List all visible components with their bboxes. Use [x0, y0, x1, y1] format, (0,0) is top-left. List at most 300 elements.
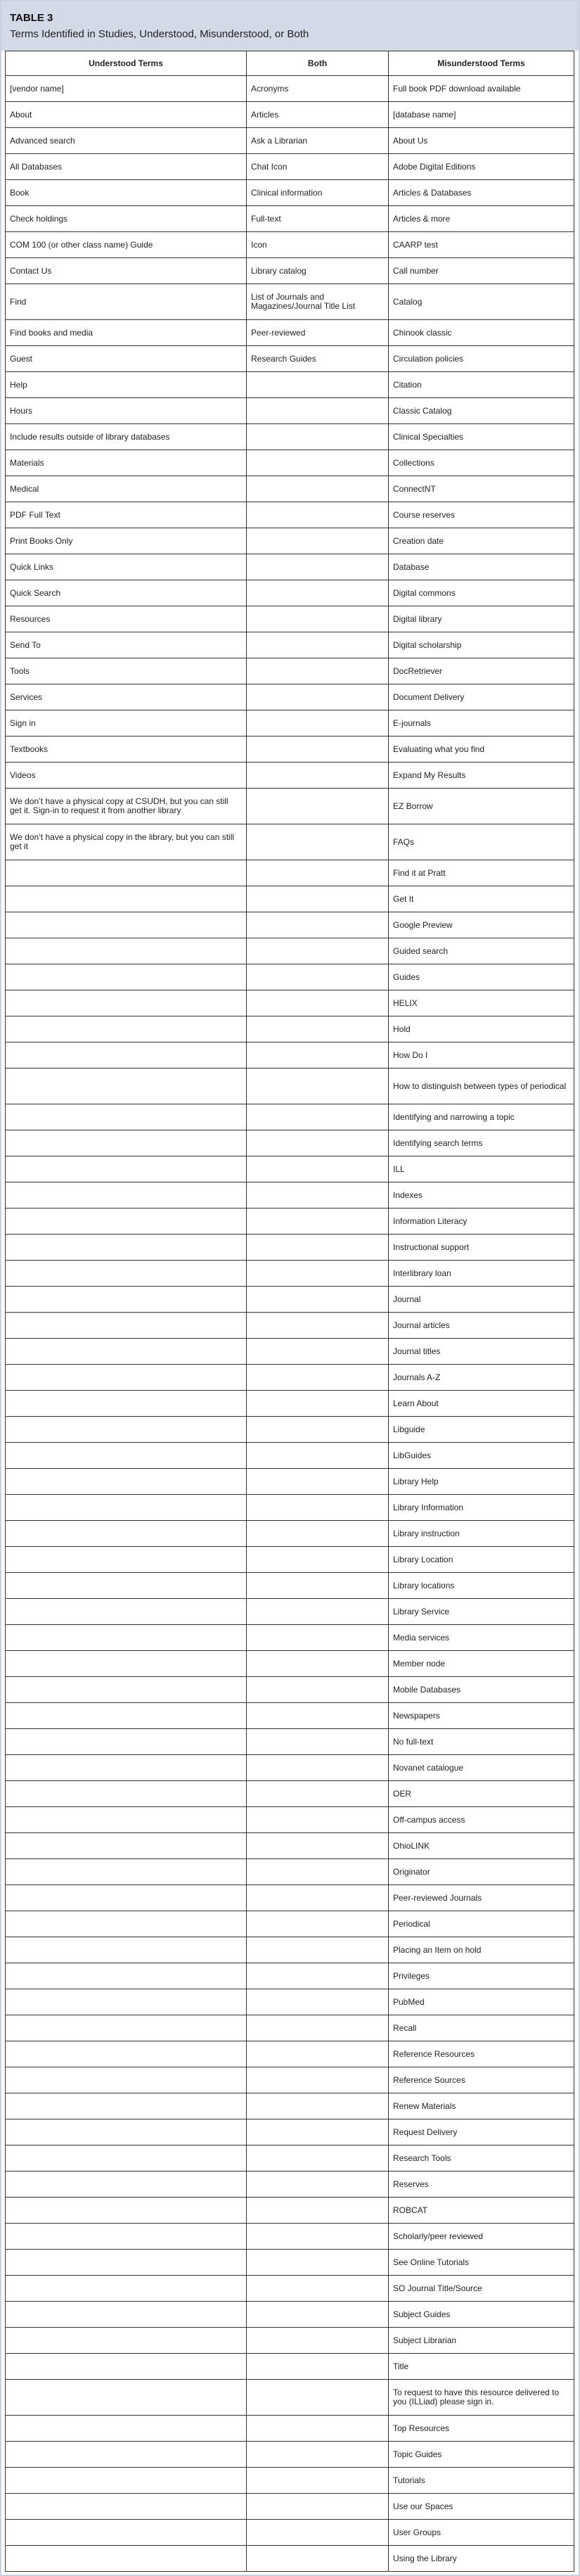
cell-understood [6, 1069, 247, 1104]
table-header-row [6, 51, 574, 76]
cell-understood: Check holdings [6, 206, 247, 232]
cell-misunderstood: Tutorials [389, 2468, 574, 2494]
table-label: TABLE 3 [10, 12, 53, 24]
cell-understood [6, 2250, 247, 2276]
cell-misunderstood: Periodical [389, 1911, 574, 1937]
cell-misunderstood: Classic Catalog [389, 398, 574, 424]
table-row [6, 1625, 574, 1651]
table-row [6, 2354, 574, 2380]
cell-understood: Send To [6, 632, 247, 658]
cell-misunderstood: Guided search [389, 938, 574, 964]
table-row [6, 2172, 574, 2198]
cell-understood [6, 2224, 247, 2250]
cell-both [247, 1495, 389, 1521]
table-row [6, 789, 574, 824]
table-caption: Terms Identified in Studies, Understood, Misunderstood, or Both [10, 28, 309, 40]
cell-both [247, 580, 389, 606]
cell-misunderstood: Catalog [389, 284, 574, 320]
table-row [6, 1989, 574, 2015]
cell-misunderstood: Digital commons [389, 580, 574, 606]
cell-both [247, 528, 389, 554]
cell-misunderstood: About Us [389, 128, 574, 154]
cell-understood: Quick Links [6, 554, 247, 580]
cell-misunderstood: CAARP test [389, 232, 574, 258]
cell-understood [6, 1391, 247, 1417]
cell-both [247, 554, 389, 580]
table-row [6, 2067, 574, 2093]
cell-understood [6, 1339, 247, 1365]
cell-both [247, 2380, 389, 2416]
cell-understood [6, 2067, 247, 2093]
table-row [6, 2119, 574, 2145]
column-header-misunderstood: Misunderstood Terms [389, 51, 574, 76]
cell-misunderstood: Document Delivery [389, 684, 574, 710]
column-header-both: Both [247, 51, 389, 76]
table-row [6, 1521, 574, 1547]
cell-both [247, 1989, 389, 2015]
table-row [6, 154, 574, 180]
cell-understood [6, 1209, 247, 1235]
cell-understood: Print Books Only [6, 528, 247, 554]
cell-misunderstood: Use our Spaces [389, 2494, 574, 2520]
table-row [6, 1313, 574, 1339]
table-row [6, 1235, 574, 1261]
cell-misunderstood: Expand My Results [389, 763, 574, 789]
cell-understood: Tools [6, 658, 247, 684]
cell-misunderstood: Chinook classic [389, 320, 574, 346]
cell-understood [6, 1963, 247, 1989]
cell-misunderstood: Database [389, 554, 574, 580]
cell-misunderstood: Renew Materials [389, 2093, 574, 2119]
table-container [1, 51, 579, 2572]
cell-understood [6, 1911, 247, 1937]
cell-understood [6, 2416, 247, 2442]
cell-misunderstood: Research Tools [389, 2145, 574, 2172]
cell-misunderstood: LibGuides [389, 1443, 574, 1469]
table-header-band [1, 1, 579, 51]
cell-misunderstood: Library locations [389, 1573, 574, 1599]
cell-both [247, 824, 389, 860]
cell-both [247, 1016, 389, 1042]
cell-both [247, 1963, 389, 1989]
table-row [6, 658, 574, 684]
table-row [6, 102, 574, 128]
cell-both [247, 1417, 389, 1443]
cell-understood: Sign in [6, 710, 247, 737]
cell-misunderstood: Originator [389, 1859, 574, 1885]
table-row [6, 824, 574, 860]
cell-both [247, 2172, 389, 2198]
cell-both [247, 1130, 389, 1156]
cell-both [247, 1069, 389, 1104]
table-row [6, 1016, 574, 1042]
table-row [6, 2015, 574, 2041]
cell-both [247, 1287, 389, 1313]
cell-understood [6, 2354, 247, 2380]
table-row [6, 1391, 574, 1417]
table-row [6, 1807, 574, 1833]
cell-misunderstood: Digital library [389, 606, 574, 632]
cell-understood [6, 1859, 247, 1885]
table-row [6, 1755, 574, 1781]
table-row [6, 346, 574, 372]
cell-understood [6, 1547, 247, 1573]
cell-understood: Resources [6, 606, 247, 632]
cell-misunderstood: Reference Sources [389, 2067, 574, 2093]
cell-understood: Medical [6, 476, 247, 502]
cell-both [247, 398, 389, 424]
cell-both: Clinical information [247, 180, 389, 206]
table-row [6, 450, 574, 476]
table-row [6, 912, 574, 938]
cell-misunderstood: FAQs [389, 824, 574, 860]
cell-understood [6, 1182, 247, 1209]
cell-both [247, 2015, 389, 2041]
cell-misunderstood: Evaluating what you find [389, 737, 574, 763]
table-row [6, 684, 574, 710]
table-row [6, 1911, 574, 1937]
cell-both [247, 710, 389, 737]
table-row [6, 1417, 574, 1443]
cell-understood [6, 1235, 247, 1261]
cell-misunderstood: OER [389, 1781, 574, 1807]
table-row [6, 1209, 574, 1235]
cell-understood [6, 1130, 247, 1156]
cell-both [247, 1443, 389, 1469]
table-row [6, 886, 574, 912]
table-row [6, 476, 574, 502]
cell-both: Icon [247, 232, 389, 258]
cell-misunderstood: Get It [389, 886, 574, 912]
cell-both [247, 2354, 389, 2380]
cell-both [247, 2198, 389, 2224]
cell-both [247, 1261, 389, 1287]
cell-understood [6, 2145, 247, 2172]
cell-both [247, 938, 389, 964]
cell-misunderstood: EZ Borrow [389, 789, 574, 824]
cell-misunderstood: PubMed [389, 1989, 574, 2015]
table-row [6, 1495, 574, 1521]
cell-both: Ask a Librarian [247, 128, 389, 154]
cell-understood [6, 1469, 247, 1495]
table-row [6, 1443, 574, 1469]
table-row [6, 206, 574, 232]
cell-misunderstood: Hold [389, 1016, 574, 1042]
cell-both: Full-text [247, 206, 389, 232]
cell-misunderstood: Off-campus access [389, 1807, 574, 1833]
table-row [6, 1859, 574, 1885]
table-row [6, 710, 574, 737]
table-row [6, 128, 574, 154]
cell-understood: Guest [6, 346, 247, 372]
cell-both: Peer-reviewed [247, 320, 389, 346]
cell-both [247, 658, 389, 684]
cell-both [247, 1547, 389, 1573]
cell-understood [6, 1443, 247, 1469]
table-row [6, 528, 574, 554]
cell-misunderstood: Call number [389, 258, 574, 284]
cell-misunderstood: Reference Resources [389, 2041, 574, 2067]
cell-misunderstood: Novanet catalogue [389, 1755, 574, 1781]
cell-understood [6, 1807, 247, 1833]
cell-misunderstood: Guides [389, 964, 574, 990]
table-row [6, 1573, 574, 1599]
cell-understood [6, 2302, 247, 2328]
cell-understood [6, 2172, 247, 2198]
cell-misunderstood: Creation date [389, 528, 574, 554]
cell-misunderstood: No full-text [389, 1729, 574, 1755]
table-row [6, 1182, 574, 1209]
table-row [6, 320, 574, 346]
table-row [6, 1937, 574, 1963]
cell-understood [6, 912, 247, 938]
cell-misunderstood: Subject Librarian [389, 2328, 574, 2354]
cell-both [247, 2416, 389, 2442]
cell-understood [6, 1156, 247, 1182]
cell-both [247, 2250, 389, 2276]
cell-understood: Textbooks [6, 737, 247, 763]
table-row [6, 398, 574, 424]
cell-both [247, 632, 389, 658]
cell-understood [6, 1677, 247, 1703]
cell-misunderstood: Peer-reviewed Journals [389, 1885, 574, 1911]
cell-understood [6, 2015, 247, 2041]
cell-understood [6, 1042, 247, 1069]
cell-understood [6, 2276, 247, 2302]
table-row [6, 1130, 574, 1156]
table-row [6, 2302, 574, 2328]
table-row [6, 424, 574, 450]
cell-misunderstood: Articles & Databases [389, 180, 574, 206]
cell-misunderstood: Library Location [389, 1547, 574, 1573]
cell-understood [6, 1417, 247, 1443]
cell-both [247, 1599, 389, 1625]
cell-understood: Quick Search [6, 580, 247, 606]
cell-misunderstood: Library instruction [389, 1521, 574, 1547]
cell-both [247, 964, 389, 990]
cell-misunderstood: Using the Library [389, 2546, 574, 2572]
cell-both [247, 2276, 389, 2302]
cell-both [247, 2067, 389, 2093]
table-row [6, 76, 574, 102]
cell-both: Library catalog [247, 258, 389, 284]
cell-understood [6, 1573, 247, 1599]
cell-both [247, 737, 389, 763]
table-row [6, 554, 574, 580]
table-row [6, 1261, 574, 1287]
cell-both [247, 763, 389, 789]
cell-misunderstood: To request to have this resource delivered to you (ILLiad) please sign in. [389, 2380, 574, 2416]
cell-understood: Find books and media [6, 320, 247, 346]
cell-misunderstood: Citation [389, 372, 574, 398]
table-row [6, 1885, 574, 1911]
cell-understood [6, 2041, 247, 2067]
cell-understood [6, 1781, 247, 1807]
cell-both [247, 2520, 389, 2546]
cell-understood: We don’t have a physical copy in the library, but you can still get it [6, 824, 247, 860]
cell-both [247, 2224, 389, 2250]
cell-both: Chat Icon [247, 154, 389, 180]
cell-both [247, 1703, 389, 1729]
table-row [6, 2416, 574, 2442]
cell-both [247, 1182, 389, 1209]
table-row [6, 1547, 574, 1573]
table-row [6, 284, 574, 320]
cell-understood [6, 1313, 247, 1339]
cell-understood: Hours [6, 398, 247, 424]
cell-understood [6, 1729, 247, 1755]
cell-both [247, 1625, 389, 1651]
table-row [6, 1781, 574, 1807]
cell-misunderstood: Google Preview [389, 912, 574, 938]
cell-understood [6, 938, 247, 964]
cell-misunderstood: Collections [389, 450, 574, 476]
cell-both [247, 1677, 389, 1703]
cell-both [247, 789, 389, 824]
cell-misunderstood: Identifying search terms [389, 1130, 574, 1156]
cell-both [247, 1365, 389, 1391]
cell-misunderstood: Journal titles [389, 1339, 574, 1365]
cell-understood: All Databases [6, 154, 247, 180]
table-row [6, 938, 574, 964]
cell-both [247, 1651, 389, 1677]
cell-understood [6, 1885, 247, 1911]
cell-both [247, 1235, 389, 1261]
cell-understood [6, 2442, 247, 2468]
cell-understood [6, 990, 247, 1016]
table-row [6, 1703, 574, 1729]
table-row [6, 1729, 574, 1755]
cell-understood [6, 1937, 247, 1963]
cell-both [247, 2546, 389, 2572]
table-row [6, 2328, 574, 2354]
cell-understood: About [6, 102, 247, 128]
cell-misunderstood: Topic Guides [389, 2442, 574, 2468]
cell-misunderstood: Interlibrary loan [389, 1261, 574, 1287]
cell-misunderstood: [database name] [389, 102, 574, 128]
table-row [6, 372, 574, 398]
cell-understood [6, 1833, 247, 1859]
cell-both [247, 1469, 389, 1495]
table-row [6, 2520, 574, 2546]
cell-misunderstood: Adobe Digital Editions [389, 154, 574, 180]
cell-misunderstood: Articles & more [389, 206, 574, 232]
cell-understood: We don’t have a physical copy at CSUDH, but you can still get it. Sign-in to request it from another library [6, 789, 247, 824]
table-row [6, 2041, 574, 2067]
cell-both [247, 2494, 389, 2520]
cell-misunderstood: Digital scholarship [389, 632, 574, 658]
cell-both [247, 424, 389, 450]
cell-misunderstood: Placing an Item on hold [389, 1937, 574, 1963]
table-row [6, 990, 574, 1016]
cell-both [247, 1729, 389, 1755]
cell-understood: Contact Us [6, 258, 247, 284]
cell-understood [6, 1989, 247, 2015]
cell-both [247, 1807, 389, 1833]
column-header-understood: Understood Terms [6, 51, 247, 76]
table-row [6, 2224, 574, 2250]
cell-misunderstood: Find it at Pratt [389, 860, 574, 886]
cell-misunderstood: Library Help [389, 1469, 574, 1495]
table-row [6, 232, 574, 258]
cell-misunderstood: Journal [389, 1287, 574, 1313]
cell-misunderstood: Journals A-Z [389, 1365, 574, 1391]
cell-misunderstood: Subject Guides [389, 2302, 574, 2328]
table-row [6, 1069, 574, 1104]
table-row [6, 2494, 574, 2520]
cell-misunderstood: ROBCAT [389, 2198, 574, 2224]
cell-understood: COM 100 (or other class name) Guide [6, 232, 247, 258]
cell-both: Acronyms [247, 76, 389, 102]
cell-both [247, 2468, 389, 2494]
table-row [6, 763, 574, 789]
table-body [6, 76, 574, 2572]
cell-both [247, 1313, 389, 1339]
table-row [6, 1651, 574, 1677]
cell-misunderstood: HELIX [389, 990, 574, 1016]
table-row [6, 1104, 574, 1130]
table-row [6, 2276, 574, 2302]
cell-understood [6, 2119, 247, 2145]
cell-understood [6, 1755, 247, 1781]
cell-misunderstood: OhioLINK [389, 1833, 574, 1859]
cell-misunderstood: E-journals [389, 710, 574, 737]
cell-misunderstood: ILL [389, 1156, 574, 1182]
cell-both [247, 1209, 389, 1235]
cell-both [247, 2328, 389, 2354]
cell-both [247, 1339, 389, 1365]
cell-misunderstood: SO Journal Title/Source [389, 2276, 574, 2302]
cell-understood [6, 1365, 247, 1391]
terms-table [5, 51, 574, 2572]
cell-understood [6, 964, 247, 990]
cell-both [247, 2093, 389, 2119]
cell-understood: Find [6, 284, 247, 320]
table-row [6, 2093, 574, 2119]
table-row [6, 258, 574, 284]
cell-understood: Include results outside of library databases [6, 424, 247, 450]
table-row [6, 1042, 574, 1069]
cell-understood [6, 1495, 247, 1521]
cell-both [247, 502, 389, 528]
table-row [6, 502, 574, 528]
cell-misunderstood: Full book PDF download available [389, 76, 574, 102]
table-row [6, 1677, 574, 1703]
cell-understood [6, 1287, 247, 1313]
cell-both [247, 684, 389, 710]
cell-understood: Advanced search [6, 128, 247, 154]
table-row [6, 180, 574, 206]
cell-understood [6, 2328, 247, 2354]
cell-understood [6, 1016, 247, 1042]
cell-misunderstood: Library Service [389, 1599, 574, 1625]
table-row [6, 2250, 574, 2276]
cell-understood [6, 1625, 247, 1651]
cell-both [247, 1755, 389, 1781]
cell-misunderstood: Recall [389, 2015, 574, 2041]
cell-misunderstood: ConnectNT [389, 476, 574, 502]
cell-both [247, 1521, 389, 1547]
cell-misunderstood: Member node [389, 1651, 574, 1677]
cell-understood [6, 1599, 247, 1625]
cell-misunderstood: How to distinguish between types of periodical [389, 1069, 574, 1104]
cell-both [247, 860, 389, 886]
table-row [6, 2198, 574, 2224]
table-row [6, 1963, 574, 1989]
cell-both [247, 1781, 389, 1807]
cell-both [247, 2442, 389, 2468]
cell-both [247, 1573, 389, 1599]
